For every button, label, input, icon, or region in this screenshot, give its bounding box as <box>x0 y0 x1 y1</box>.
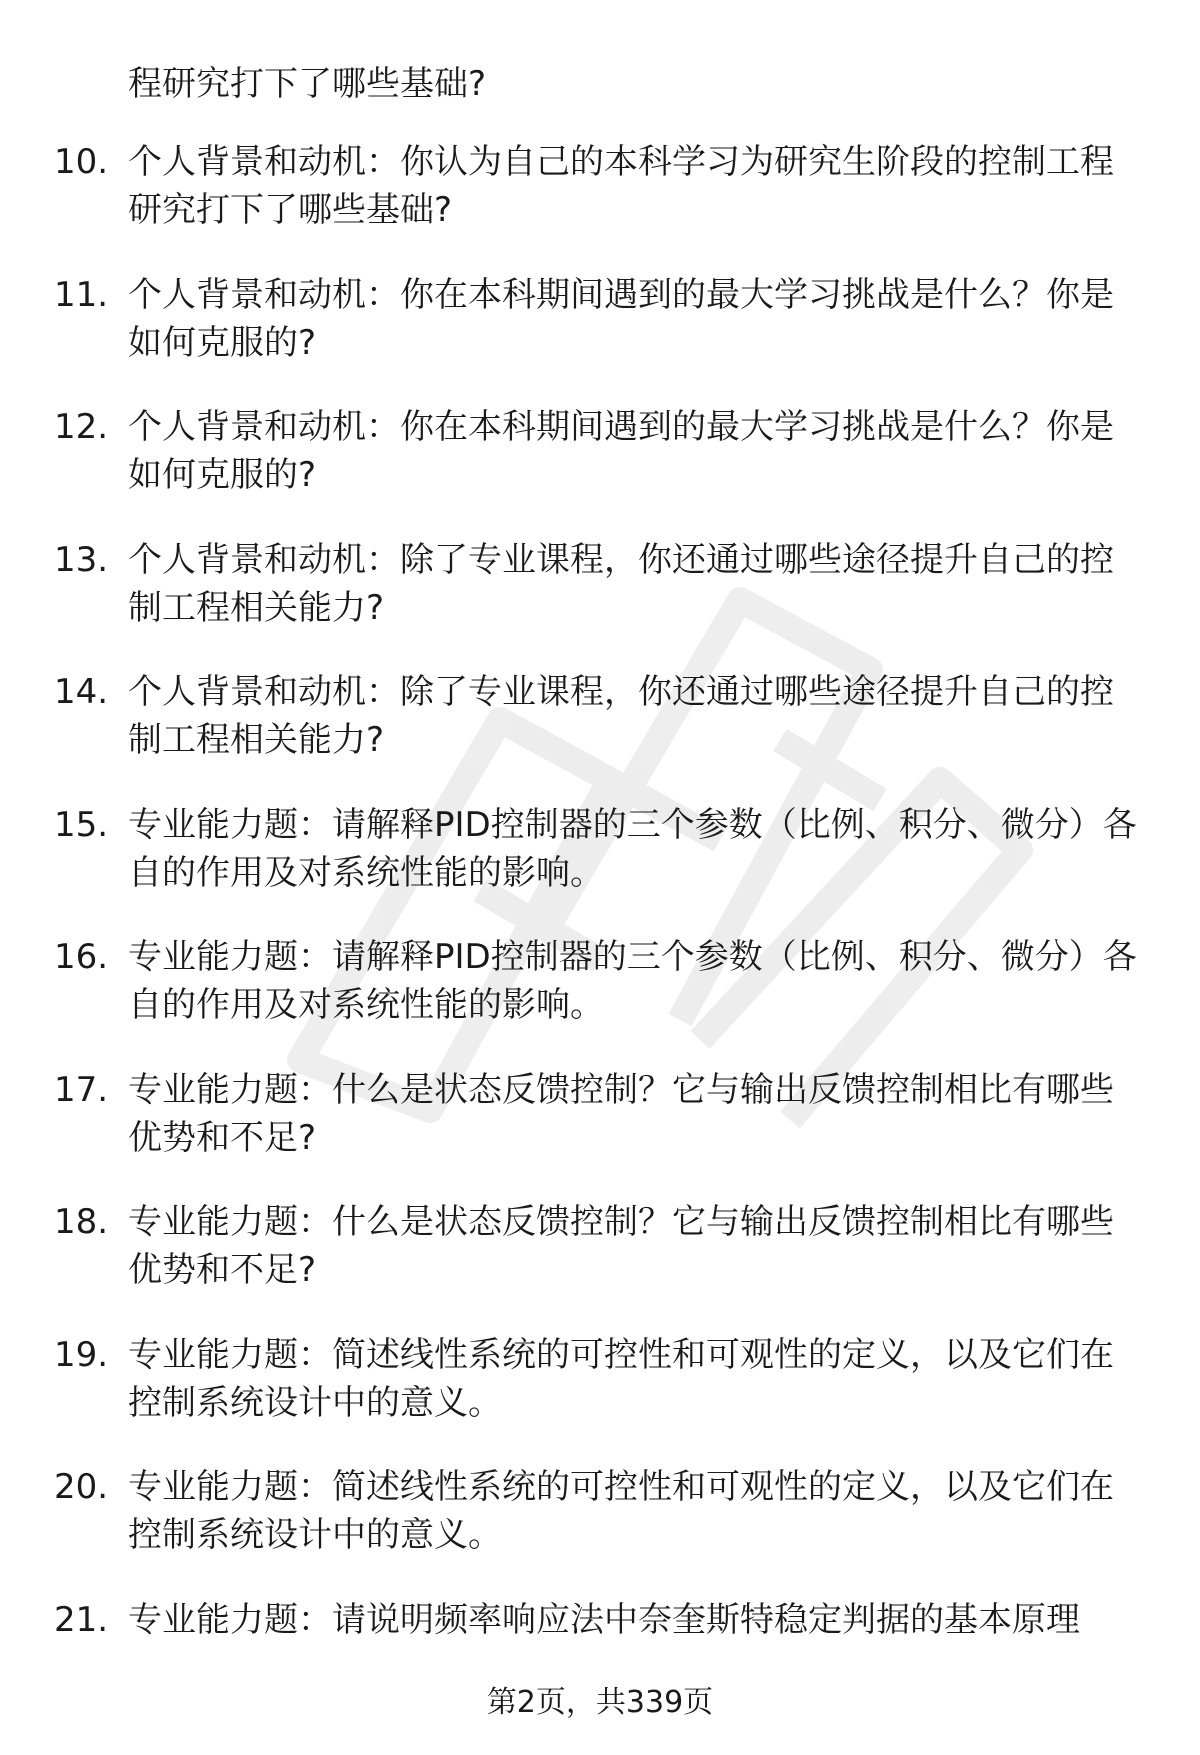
list-item <box>0 1198 1200 1294</box>
question-number: 11. <box>54 274 109 315</box>
list-item <box>0 536 1200 632</box>
continuation-line: 程研究打下了哪些基础? <box>128 64 487 104</box>
question-number: 19. <box>54 1334 109 1375</box>
question-number: 17. <box>54 1069 109 1110</box>
question-text: 专业能力题：请说明频率响应法中奈奎斯特稳定判据的基本原理 <box>128 1599 1080 1640</box>
question-number: 10. <box>54 142 109 182</box>
question-number: 12. <box>54 407 109 447</box>
question-text: 个人背景和动机：除了专业课程，你还通过哪些途径提升自己的控制工程相关能力? <box>128 539 1114 628</box>
list-item <box>0 1463 1200 1559</box>
question-text: 专业能力题：请解释PID控制器的三个参数（比例、积分、微分）各自的作用及对系统性能的影响。 <box>128 937 1137 1025</box>
question-number: 14. <box>54 672 109 712</box>
question-number: 20. <box>54 1467 109 1507</box>
question-text: 专业能力题：简述线性系统的可控性和可观性的定义，以及它们在控制系统设计中的意义。 <box>128 1467 1114 1555</box>
list-item <box>0 1066 1200 1162</box>
list-item <box>0 933 1200 1029</box>
list-item <box>0 138 1200 234</box>
question-number: 18. <box>54 1202 109 1242</box>
question-text: 专业能力题：简述线性系统的可控性和可观性的定义，以及它们在控制系统设计中的意义。 <box>128 1334 1114 1423</box>
question-text: 专业能力题：请解释PID控制器的三个参数（比例、积分、微分）各自的作用及对系统性能的影响。 <box>128 804 1137 893</box>
question-number: 13. <box>54 539 109 580</box>
list-item <box>0 403 1200 499</box>
question-text: 个人背景和动机：除了专业课程，你还通过哪些途径提升自己的控制工程相关能力? <box>128 672 1114 760</box>
list-item <box>0 801 1200 897</box>
question-text: 个人背景和动机：你在本科期间遇到的最大学习挑战是什么？你是如何克服的? <box>128 407 1114 495</box>
list-item <box>0 1331 1200 1427</box>
list-item <box>0 271 1200 367</box>
question-number: 21. <box>54 1599 109 1640</box>
question-list <box>0 138 1200 1728</box>
page-footer: 第2页，共339页 <box>486 1685 714 1720</box>
question-text: 专业能力题：什么是状态反馈控制？它与输出反馈控制相比有哪些优势和不足? <box>128 1069 1114 1158</box>
question-text: 个人背景和动机：你认为自己的本科学习为研究生阶段的控制工程研究打下了哪些基础? <box>128 142 1114 230</box>
question-text: 个人背景和动机：你在本科期间遇到的最大学习挑战是什么？你是如何克服的? <box>128 274 1114 363</box>
question-number: 16. <box>54 937 109 977</box>
question-number: 15. <box>54 804 109 845</box>
list-item <box>0 1596 1200 1692</box>
question-text: 专业能力题：什么是状态反馈控制？它与输出反馈控制相比有哪些优势和不足? <box>128 1202 1114 1290</box>
list-item <box>0 668 1200 764</box>
